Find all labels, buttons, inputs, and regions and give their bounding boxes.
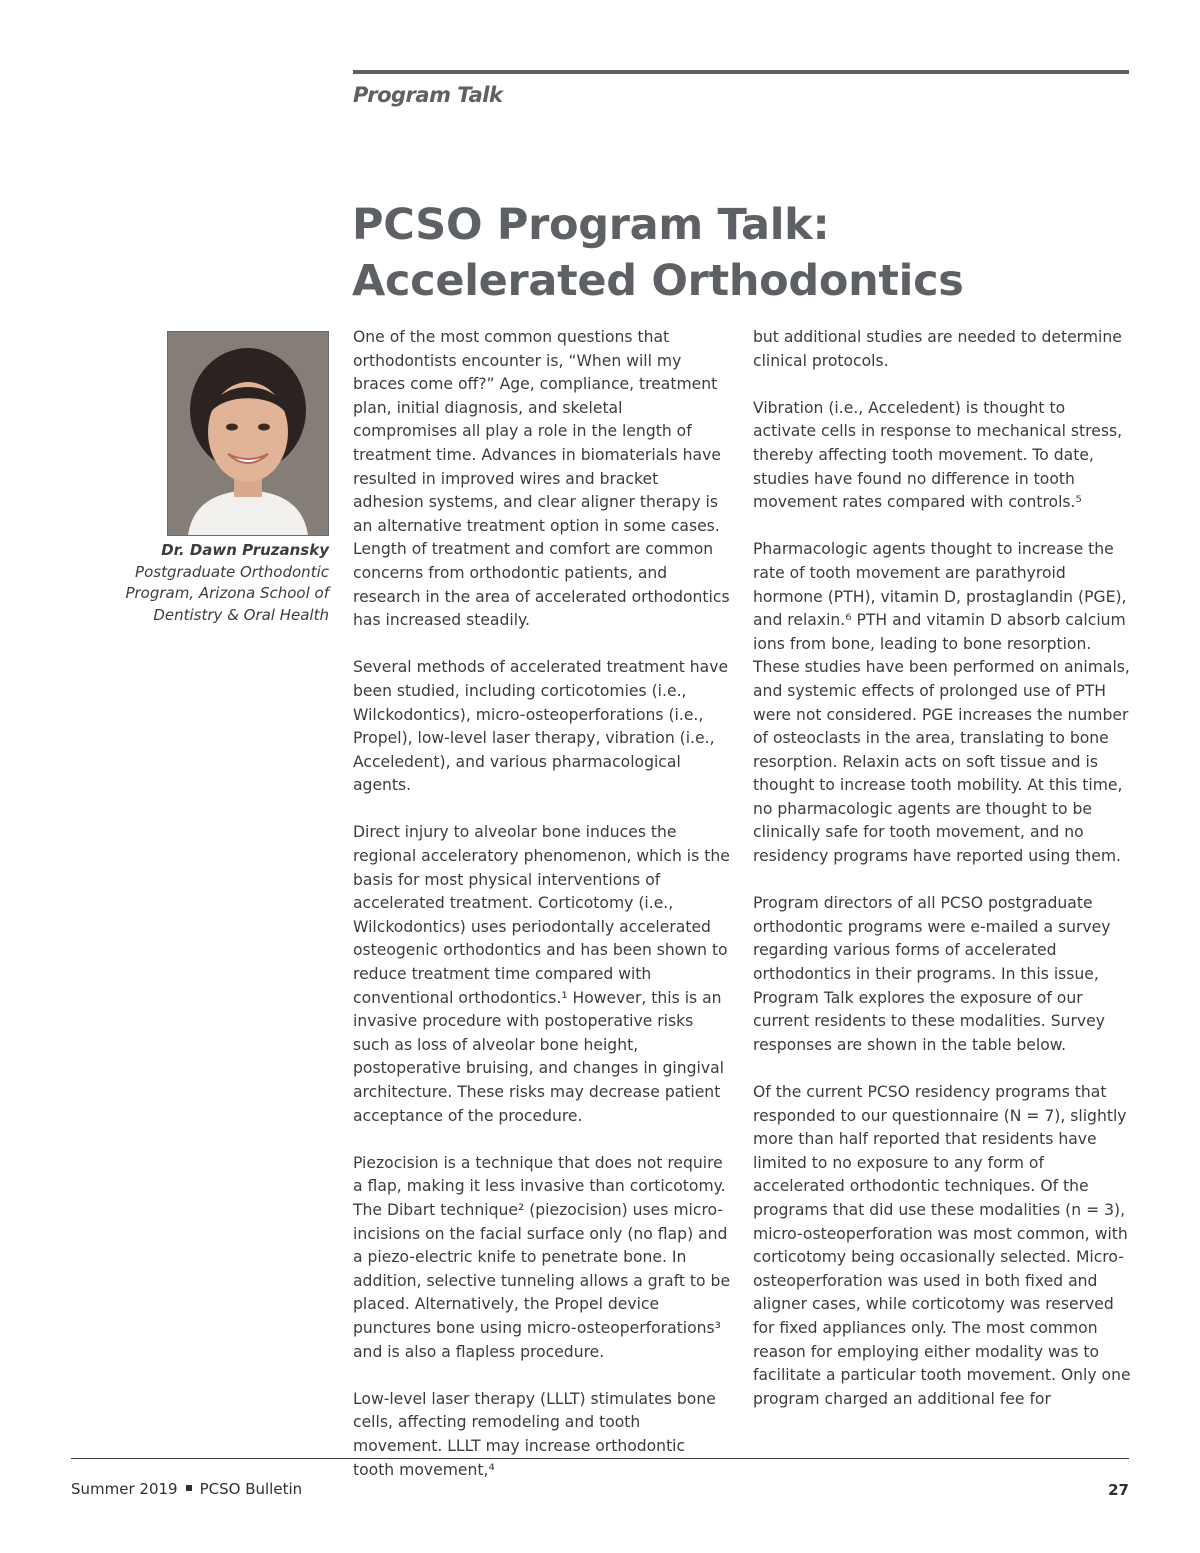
footer-issue: Summer 2019 xyxy=(71,1480,178,1498)
article-title xyxy=(352,197,1128,309)
paragraph: but additional studies are needed to determine clinical protocols. xyxy=(753,328,1122,370)
paragraph: Pharmacologic agents thought to increase the rate of tooth movement are parathyroid hormone (PTH), vitamin D, prostaglandin (PGE), and relaxin.⁶ PTH and vitamin D absorb calcium ions from bone, leading to bone resorption. These studies have been performed on animals, and systemic effects of prolonged use of PTH were not considered. PGE increases the number of osteoclasts in the area, translating to bone resorption. Relaxin acts on soft tissue and is thought to increase tooth mobility. At this time, no pharmacologic agents are thought to be clinically safe for tooth movement, and no residency programs have reported using them. xyxy=(753,540,1130,866)
author-name: Dr. Dawn Pruzansky xyxy=(161,541,329,559)
body-column-right xyxy=(753,326,1131,1411)
footer-publication: PCSO Bulletin xyxy=(199,1480,303,1498)
paragraph: Of the current PCSO residency programs that responded to our questionnaire (N = 7), slightly more than half reported that residents have limited to no exposure to any form of accelerated orthodontic techniques. Of the programs that did use these modalities (n = 3), micro-osteoperforation was most common, with corticotomy being occasionally selected. Micro-osteoperforation was used in both fixed and aligner cases, while corticotomy was reserved for fixed appliances only. The most common reason for employing either modality was to facilitate a particular tooth movement. Only one program charged an additional fee for xyxy=(753,1083,1131,1408)
author-photo xyxy=(167,331,329,536)
author-affiliation-line-2: Program, Arizona School of xyxy=(125,584,329,602)
author-caption xyxy=(100,540,329,626)
footer-publication-info xyxy=(71,1480,302,1498)
author-affiliation-line-1: Postgraduate Orthodontic xyxy=(135,562,329,581)
header-rule xyxy=(353,70,1129,74)
article-title-line-1: PCSO Program Talk: xyxy=(352,200,830,250)
section-label: Program Talk xyxy=(353,83,503,107)
footer-rule xyxy=(71,1458,1129,1459)
paragraph: Program directors of all PCSO postgraduate orthodontic programs were e-mailed a survey regarding various forms of accelerated orthodontics in their programs. In this issue, Program Talk explores the exposure of our current residents to these modalities. Survey responses are shown in the table below. xyxy=(753,894,1111,1054)
paragraph: One of the most common questions that orthodontists encounter is, “When will my braces come off?” Age, compliance, treatment plan, initial diagnosis, and skeletal compromises all play a role in the length of treatment time. Advances in biomaterials have resulted in improved wires and bracket adhesion systems, and clear aligner therapy is an alternative treatment option in some cases. Length of treatment and comfort are common concerns from orthodontic patients, and research in the area of accelerated orthodontics has increased steadily. xyxy=(353,328,730,630)
paragraph: Piezocision is a technique that does not require a flap, making it less invasive than corticotomy. The Dibart technique² (piezocision) uses micro-incisions on the facial surface only (no flap) and a piezo-electric knife to penetrate bone. In addition, selective tunneling allows a graft to be placed. Alternatively, the Propel device punctures bone using micro-osteoperforations³ and is also a flapless procedure. xyxy=(353,1153,731,1361)
body-column-left xyxy=(353,326,731,1482)
author-affiliation-line-3: Dentistry & Oral Health xyxy=(153,605,329,624)
paragraph: Several methods of accelerated treatment have been studied, including corticotomies (i.e., Wilckodontics), micro-osteoperforations (i.e., Propel), low-level laser therapy, vibration (i.e., Acceledent), and various pharmacological agents. xyxy=(353,658,729,795)
paragraph: Low-level laser therapy (LLLT) stimulates bone cells, affecting remodeling and tooth movement. LLLT may increase orthodontic tooth movement,⁴ xyxy=(353,1389,716,1479)
author-portrait-illustration xyxy=(168,332,328,535)
square-bullet-icon xyxy=(186,1485,192,1491)
page-number: 27 xyxy=(1108,1481,1129,1499)
paragraph: Vibration (i.e., Acceledent) is thought to activate cells in response to mechanical stress, thereby affecting tooth movement. To date, studies have found no difference in tooth movement rates compared with controls.⁵ xyxy=(753,398,1123,512)
article-title-line-2: Accelerated Orthodontics xyxy=(352,256,964,306)
paragraph: Direct injury to alveolar bone induces the regional acceleratory phenomenon, which is the basis for most physical interventions of accelerated treatment. Corticotomy (i.e., Wilckodontics) uses periodontally accelerated osteogenic orthodontics and has been shown to reduce treatment time compared with conventional orthodontics.¹ However, this is an invasive procedure with postoperative risks such as loss of alveolar bone height, postoperative bruising, and changes in gingival architecture. These risks may decrease patient acceptance of the procedure. xyxy=(353,823,730,1125)
